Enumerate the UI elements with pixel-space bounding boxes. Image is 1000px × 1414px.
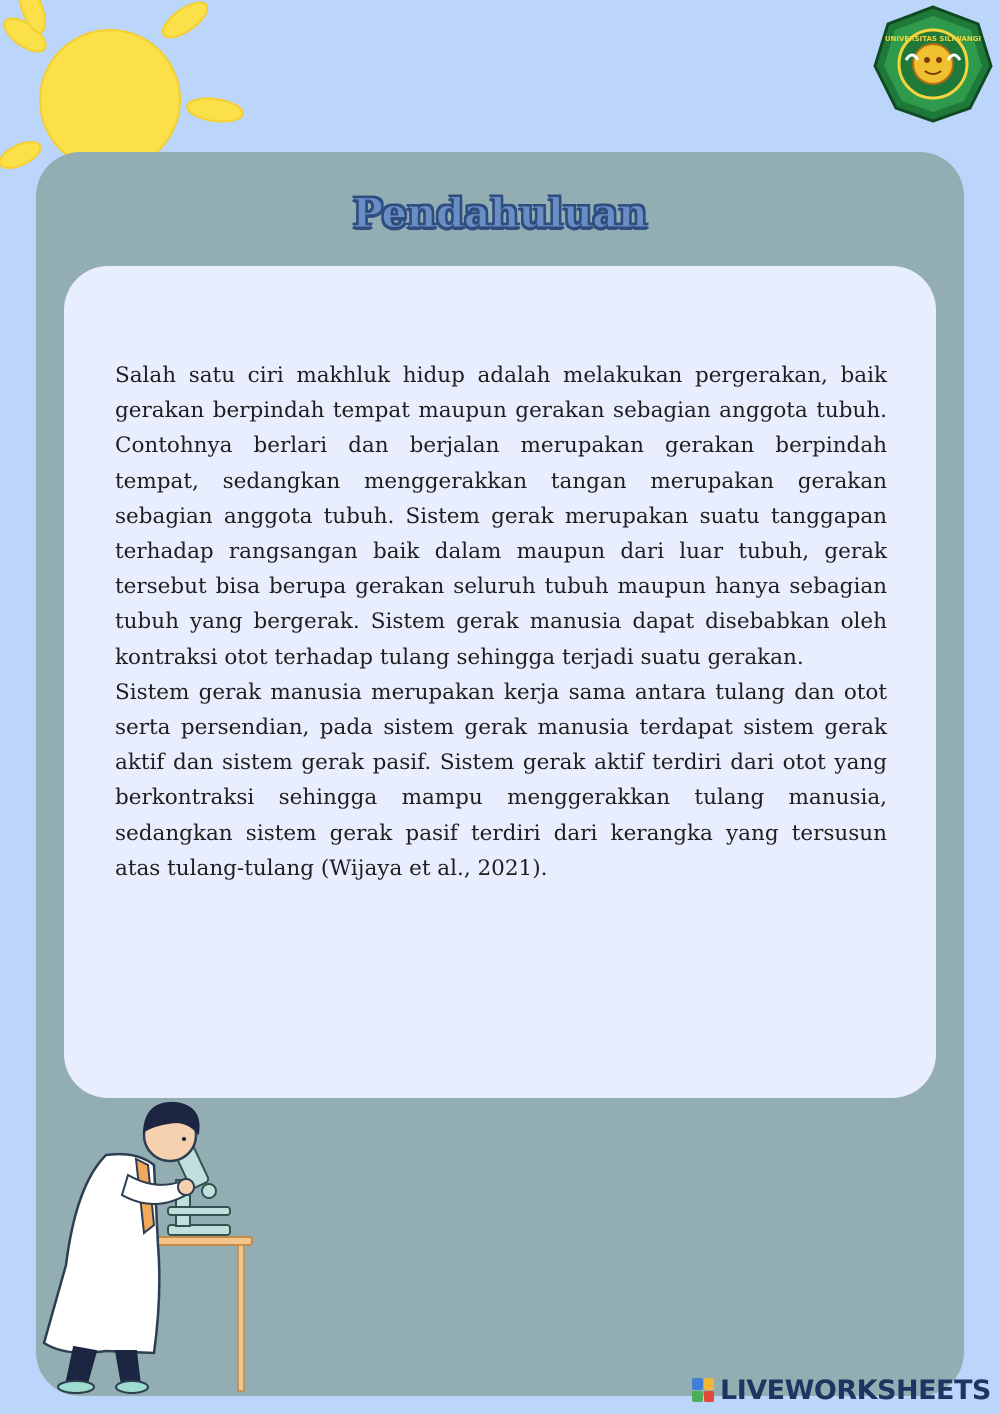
scientist-microscope-illustration (36, 1095, 266, 1395)
body-text (115, 358, 887, 886)
liveworksheets-text: LIVEWORKSHEETS (720, 1374, 991, 1406)
liveworksheets-watermark (692, 1374, 991, 1406)
logo-text: UNIVERSITAS SILIWANGI (884, 35, 982, 43)
liveworksheets-logo-icon (692, 1378, 714, 1402)
paragraph-2: Sistem gerak manusia merupakan kerja sama antara tulang dan otot serta persendian, pada sistem gerak manusia terdapat sistem gerak aktif dan sistem gerak pasif. Sistem gerak aktif terdiri dari otot yang berkontraksi sehingga mampu menggerakkan tulang manusia, sedangkan sistem gerak pasif terdiri dari kerangka yang tersusun atas tulang-tulang (Wijaya et al., 2021). (115, 679, 887, 881)
page-title: Pendahuluan (352, 190, 648, 237)
paragraph-1: Salah satu ciri makhluk hidup adalah melakukan pergerakan, baik gerakan berpindah tempat maupun gerakan sebagian anggota tubuh. Contohnya berlari dan berjalan merupakan gerakan berpindah tempat, sedangkan menggerakkan tangan merupakan gerakan sebagian anggota tubuh. Sistem gerak merupakan suatu tanggapan terhadap rangsangan baik dalam maupun dari luar tubuh, gerak tersebut bisa berupa gerakan seluruh tubuh maupun hanya sebagian tubuh yang bergerak. Sistem gerak manusia dapat disebabkan oleh kontraksi otot terhadap tulang sehingga terjadi suatu gerakan. (115, 363, 887, 670)
university-logo (872, 4, 994, 124)
